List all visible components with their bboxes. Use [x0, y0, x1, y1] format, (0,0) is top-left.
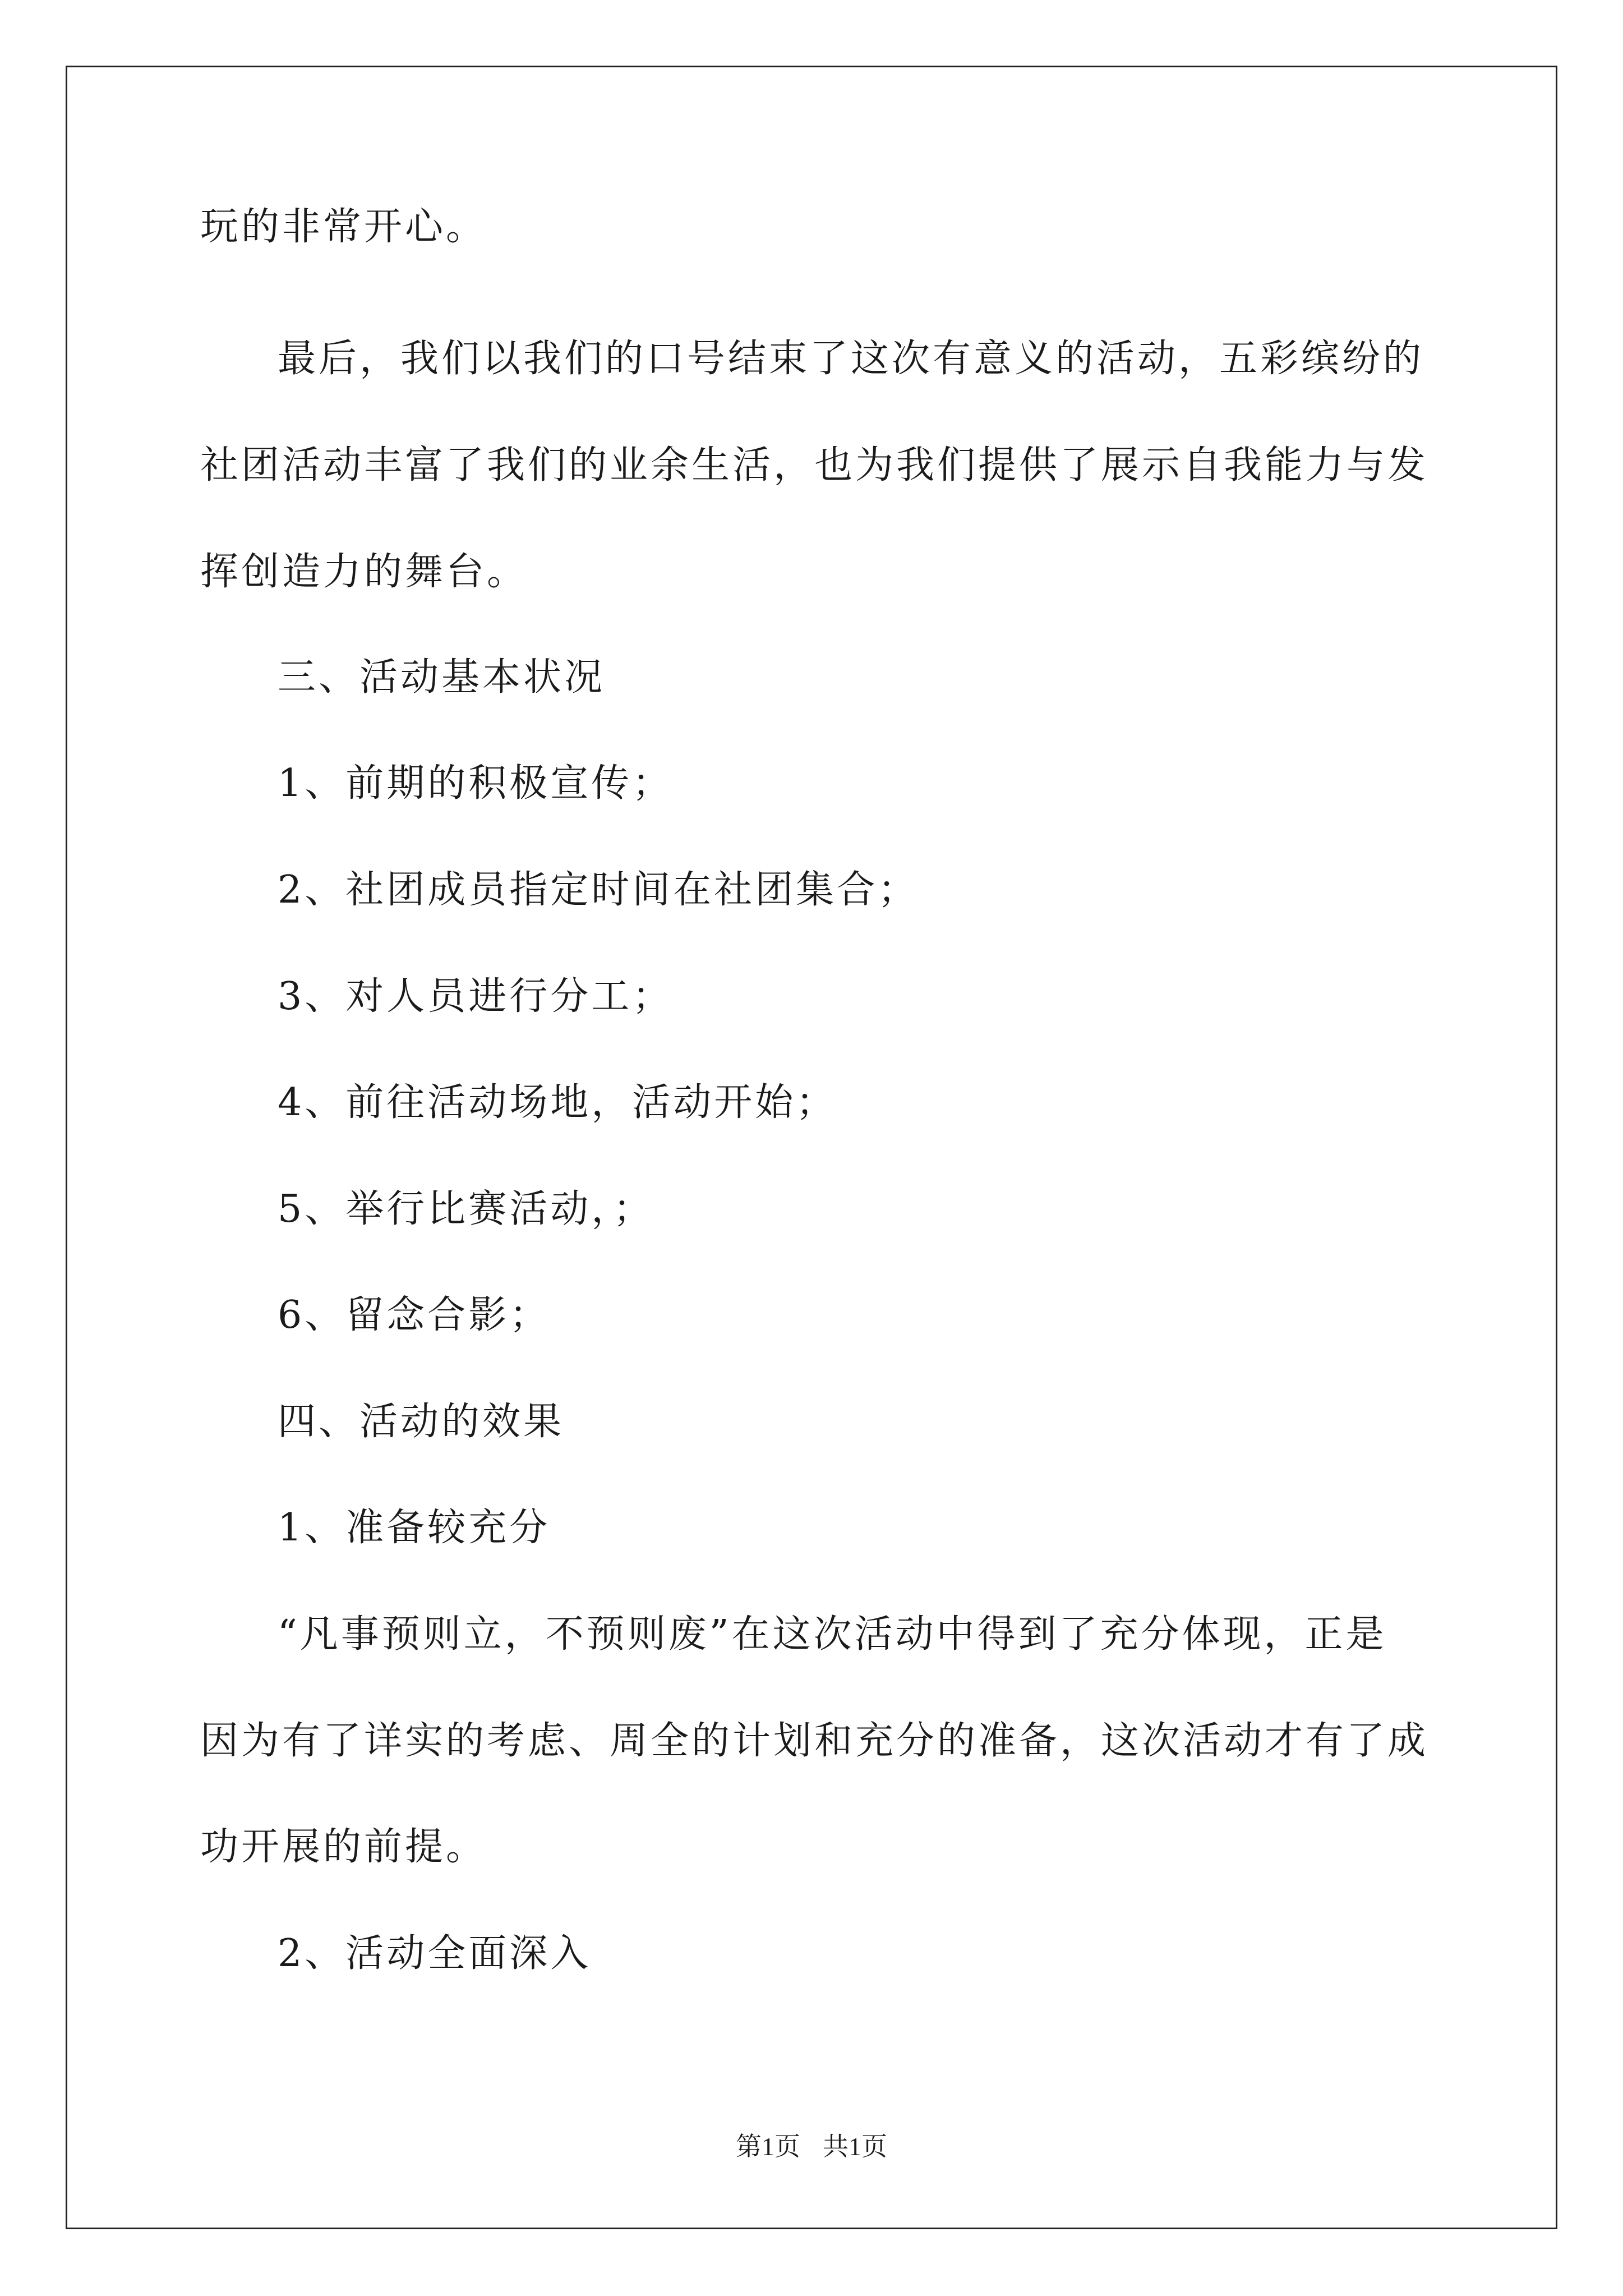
page-footer	[0, 2132, 1623, 2162]
paragraph-line: “凡事预则立，不预则废”在这次活动中得到了充分体现，正是	[278, 1612, 1387, 1657]
list-item: 3、对人员进行分工；	[278, 974, 674, 1019]
page-number: 第1页	[736, 2132, 800, 2161]
body-line: 功开展的前提。	[200, 1825, 487, 1869]
section-heading: 三、活动基本状况	[278, 655, 606, 700]
body-line: 社团活动丰富了我们的业余生活，也为我们提供了展示自我能力与发	[200, 443, 1429, 487]
body-line: 玩的非常开心。	[200, 205, 487, 249]
list-item: 6、留念合影；	[278, 1293, 551, 1337]
paragraph-line: 最后，我们以我们的口号结束了这次有意义的活动，五彩缤纷的	[278, 337, 1424, 381]
subheading: 1、准备较充分	[278, 1506, 551, 1550]
page-border	[66, 66, 1557, 2229]
list-item: 2、社团成员指定时间在社团集合；	[278, 868, 919, 912]
body-line: 挥创造力的舞台。	[200, 550, 528, 594]
section-heading: 四、活动的效果	[278, 1400, 565, 1444]
list-item: 4、前往活动场地，活动开始；	[278, 1080, 837, 1125]
subheading: 2、活动全面深入	[278, 1931, 592, 1976]
list-item: 1、前期的积极宣传；	[278, 761, 674, 806]
list-item: 5、举行比赛活动，；	[278, 1187, 654, 1231]
page-total: 共1页	[823, 2132, 887, 2161]
body-line: 因为有了详实的考虑、周全的计划和充分的准备，这次活动才有了成	[200, 1719, 1429, 1763]
